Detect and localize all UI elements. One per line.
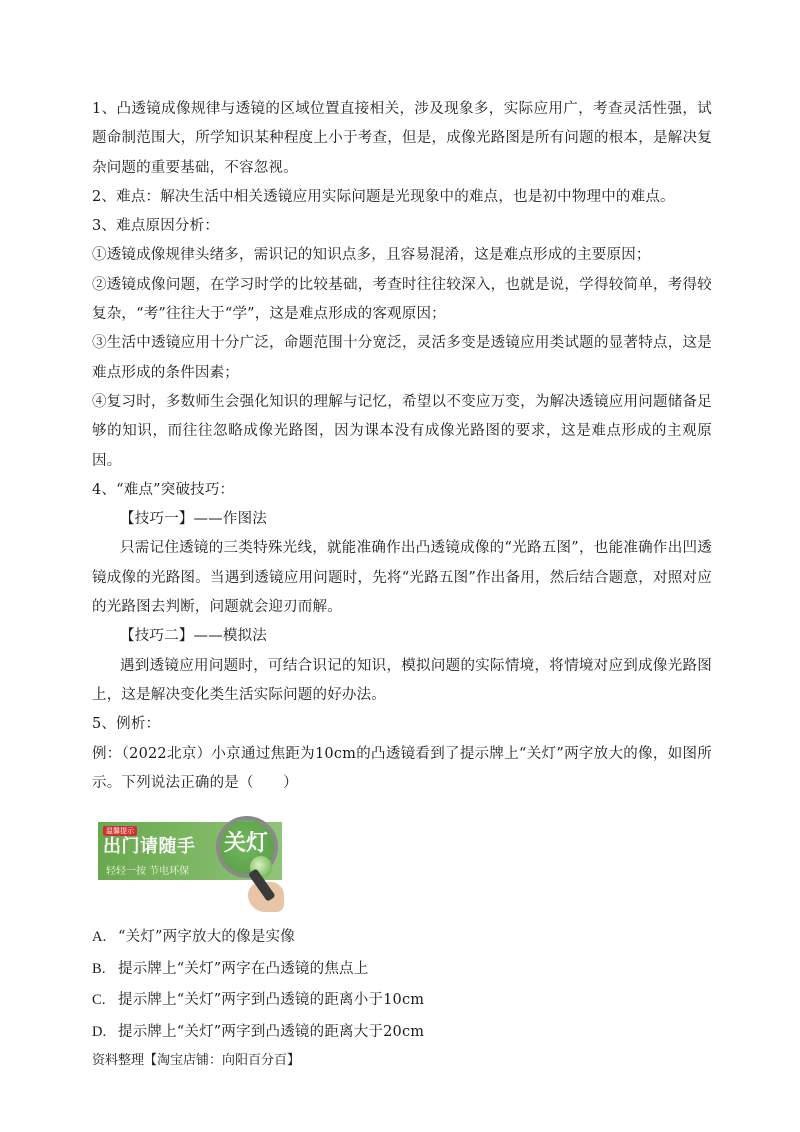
reason-2: ②透镜成像问题，在学习时学的比较基础，考查时往往较深入，也就是说，学得较简单，考得较复杂，“考”往往大于“学”，这是难点形成的客观原因； bbox=[92, 276, 712, 323]
document-body bbox=[92, 95, 712, 1049]
option-c[interactable] bbox=[92, 985, 712, 1017]
reason-1: ①透镜成像规律头绪多，需识记的知识点多，且容易混淆，这是难点形成的主要原因； bbox=[92, 247, 651, 264]
option-a[interactable] bbox=[92, 922, 712, 954]
reason-3: ③生活中透镜应用十分广泛，命题范围十分宽泛，灵活多变是透镜应用类试题的显著特点，这是难点形成的条件因素； bbox=[92, 335, 712, 381]
option-b[interactable] bbox=[92, 954, 712, 986]
option-text: “关灯”两字放大的像是实像 bbox=[118, 929, 295, 946]
sign-main-text: 出门请随手 bbox=[103, 836, 196, 858]
option-text: 提示牌上“关灯”两字到凸透镜的距离大于20cm bbox=[118, 1023, 425, 1040]
answer-options bbox=[92, 922, 712, 1048]
paragraph-2: 2、难点：解决生活中相关透镜应用实际问题是光现象中的难点，也是初中物理中的难点。 bbox=[92, 188, 675, 205]
option-letter: C. bbox=[92, 992, 106, 1009]
magnified-text: 关灯 bbox=[224, 831, 269, 857]
paragraph-3: 3、难点原因分析： bbox=[92, 218, 220, 235]
option-letter: A. bbox=[92, 929, 107, 946]
tip-2-body: 遇到透镜应用问题时，可结合识记的知识，模拟问题的实际情境，将情境对应到成像光路图上，这是解决变化类生活实际问题的好办法。 bbox=[92, 657, 712, 703]
page-footer: 资料整理【淘宝店铺：向阳百分百】 bbox=[92, 1053, 301, 1068]
reason-4: ④复习时，多数师生会强化知识的理解与记忆，希望以不变应万变，为解决透镜应用问题储备足够的知识，而往往忽略成像光路图，因为课本没有成像光路图的要求，这是难点形成的主观原因。 bbox=[92, 393, 712, 469]
option-letter: B. bbox=[92, 960, 106, 977]
tip-2-title: 【技巧二】——模拟法 bbox=[120, 628, 267, 645]
option-text: 提示牌上“关灯”两字在凸透镜的焦点上 bbox=[118, 960, 369, 977]
tip-1-title: 【技巧一】——作图法 bbox=[120, 511, 267, 528]
option-d[interactable] bbox=[92, 1017, 712, 1049]
option-text: 提示牌上“关灯”两字到凸透镜的距离小于10cm bbox=[118, 992, 425, 1009]
sign-sub-text: 轻轻一按 节电环保 bbox=[106, 866, 190, 878]
example-question: 例：（2022北京）小京通过焦距为10cm的凸透镜看到了提示牌上“关灯”两字放大的像，如图所示。下列说法正确的是（ ） bbox=[92, 745, 712, 791]
sign-tag: 温馨提示 bbox=[103, 826, 137, 836]
tip-1-body: 只需记住透镜的三类特殊光线，就能准确作出凸透镜成像的“光路五图”，也能准确作出凹透镜成像的光路图。当遇到透镜应用问题时，先将“光路五图”作出备用，然后结合题意，对照对应的光路图去判断，问题就会迎刃而解。 bbox=[92, 540, 712, 616]
paragraph-4: 4、“难点”突破技巧： bbox=[92, 481, 235, 498]
option-letter: D. bbox=[92, 1023, 107, 1040]
paragraph-5: 5、例析： bbox=[92, 716, 161, 733]
paragraph-1: 1、凸透镜成像规律与透镜的区域位置直接相关，涉及现象多，实际应用广，考查灵活性强，试题命制范围大，所学知识某种程度上小于考查，但是，成像光路图是所有问题的根本，是解决复杂问题的重要基础，不容忽视。 bbox=[92, 101, 712, 176]
magnifier-sign-figure bbox=[98, 812, 284, 912]
